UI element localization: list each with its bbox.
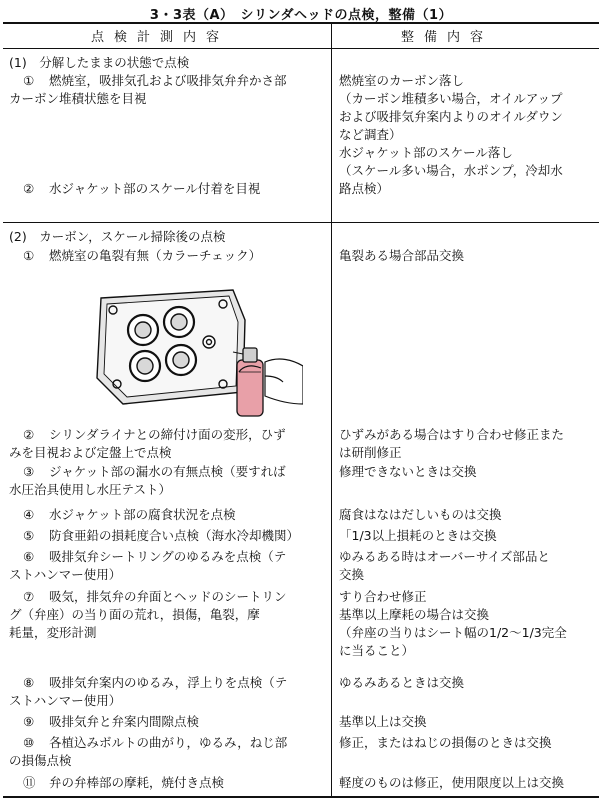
item-maintenance-line: 基準以上は交換 <box>339 714 427 729</box>
item-inspection-line: 吸排気弁案内のゆるみ，浮上りを点検（テ <box>49 675 288 690</box>
item-inspection-line: ストハンマー使用） <box>9 693 122 708</box>
item-inspection-line: シリンダライナとの締付け面の変形，ひず <box>49 427 286 442</box>
item-number: ① <box>23 248 35 263</box>
item-maintenance-line: （スケール多い場合，水ポンプ，冷却水 <box>339 163 563 178</box>
table-title: 3・3表（A） シリンダヘッドの点検，整備（1） <box>149 8 453 23</box>
item-number: ② <box>23 181 35 196</box>
item-inspection-line: 防食亜鉛の損耗度合い点検（海水冷却機関） <box>49 528 300 543</box>
item-maintenance-line: 交換 <box>339 567 365 582</box>
section1-heading: (1) 分解したままの状態で点検 <box>9 55 190 70</box>
header-maintenance: 整備内容 <box>401 30 494 45</box>
item-inspection-line: の損傷点検 <box>9 753 72 768</box>
item-number: ④ <box>23 507 35 522</box>
item-number: ⑤ <box>23 528 35 543</box>
cylinder-head-icon <box>97 290 245 404</box>
item-maintenance-line: ゆみるある時はオーバーサイズ部品と <box>339 549 550 564</box>
item-number: ⑩ <box>23 735 35 750</box>
table-top-rule <box>3 22 599 24</box>
item-maintenance-line: 亀裂ある場合部品交換 <box>339 248 465 263</box>
item-maintenance-line: すり合わせ修正 <box>339 589 427 604</box>
header-rule <box>3 48 599 49</box>
item-inspection-line: グ（弁座）の当り面の荒れ，損傷，亀裂，摩 <box>9 607 260 622</box>
item-maintenance-line: 修理できないときは交換 <box>339 464 477 479</box>
item-inspection-line: 弁の弁棒部の摩耗，焼付き点検 <box>49 775 225 790</box>
item-inspection-line: 燃焼室の亀裂有無（カラーチェック） <box>49 248 262 263</box>
item-maintenance-line: 腐食はなはだしいものは交換 <box>339 507 502 522</box>
item-number: ⑪ <box>23 775 36 790</box>
item-inspection-line: 水ジャケット部のスケール付着を目視 <box>49 181 261 196</box>
item-maintenance-line: （カーボン堆積多い場合，オイルアップ <box>339 91 563 106</box>
item-number: ⑧ <box>23 675 35 690</box>
item-inspection-line: 耗量，変形計測 <box>9 625 97 640</box>
item-maintenance-line: 修正，またはねじの損傷のときは交換 <box>339 735 552 750</box>
item-maintenance-line: ひずみがある場合はすり合わせ修正また <box>339 427 565 442</box>
item-inspection-line: カーボン堆積状態を目視 <box>9 91 147 106</box>
item-maintenance-line: 燃焼室のカーボン落し <box>339 73 465 88</box>
item-inspection-line: 各植込みボルトの曲がり，ゆるみ，ねじ部 <box>49 735 288 750</box>
item-inspection-line: みを目視および定盤上で点検 <box>9 445 172 460</box>
item-inspection-line: 燃焼室，吸排気孔および吸排気弁弁かさ部 <box>49 73 287 88</box>
item-inspection-line: 吸排気弁シートリングのゆるみを点検（テ <box>49 549 287 564</box>
item-inspection-line: 吸気，排気弁の弁面とヘッドのシートリン <box>49 589 287 604</box>
item-number: ② <box>23 427 35 442</box>
section2-heading: (2) カーボン，スケール掃除後の点検 <box>9 229 226 244</box>
column-divider <box>331 22 332 798</box>
table-bottom-rule <box>3 796 599 798</box>
item-maintenance-line: など調査） <box>339 127 402 142</box>
item-maintenance-line: に当ること） <box>339 643 415 658</box>
item-number: ⑨ <box>23 714 35 729</box>
item-maintenance-line: 水ジャケット部のスケール落し <box>339 145 513 160</box>
item-number: ① <box>23 73 35 88</box>
item-inspection-line: ストハンマー使用） <box>9 567 122 582</box>
item-number: ⑦ <box>23 589 35 604</box>
inspection-table <box>3 22 599 798</box>
item-maintenance-line: ゆるみあるときは交換 <box>339 675 465 690</box>
item-inspection-line: 水圧治具使用し水圧テスト） <box>9 482 172 497</box>
item-maintenance-line: （弁座の当りはシート幅の1/2～1/3完全 <box>339 625 567 640</box>
header-inspection: 点検計測内容 <box>91 30 230 45</box>
item-inspection-line: 水ジャケット部の腐食状況を点検 <box>49 507 236 522</box>
item-maintenance-line: 「1/3以上損耗のときは交換 <box>339 528 497 543</box>
item-maintenance-line: および吸排気弁案内よりのオイルダウン <box>339 109 563 124</box>
item-maintenance-line: 路点検） <box>339 181 390 196</box>
item-number: ⑥ <box>23 549 35 564</box>
item-maintenance-line: 軽度のものは修正，使用限度以上は交換 <box>339 775 565 790</box>
item-number: ③ <box>23 464 35 479</box>
cylinder-head-color-check-illustration <box>83 280 303 430</box>
item-maintenance-line: 基準以上摩耗の場合は交換 <box>339 607 490 622</box>
item-maintenance-line: は研削修正 <box>339 445 402 460</box>
section-divider <box>3 222 599 223</box>
item-inspection-line: ジャケット部の漏水の有無点検（要すれば <box>49 464 286 479</box>
item-inspection-line: 吸排気弁と弁案内間隙点検 <box>49 714 200 729</box>
